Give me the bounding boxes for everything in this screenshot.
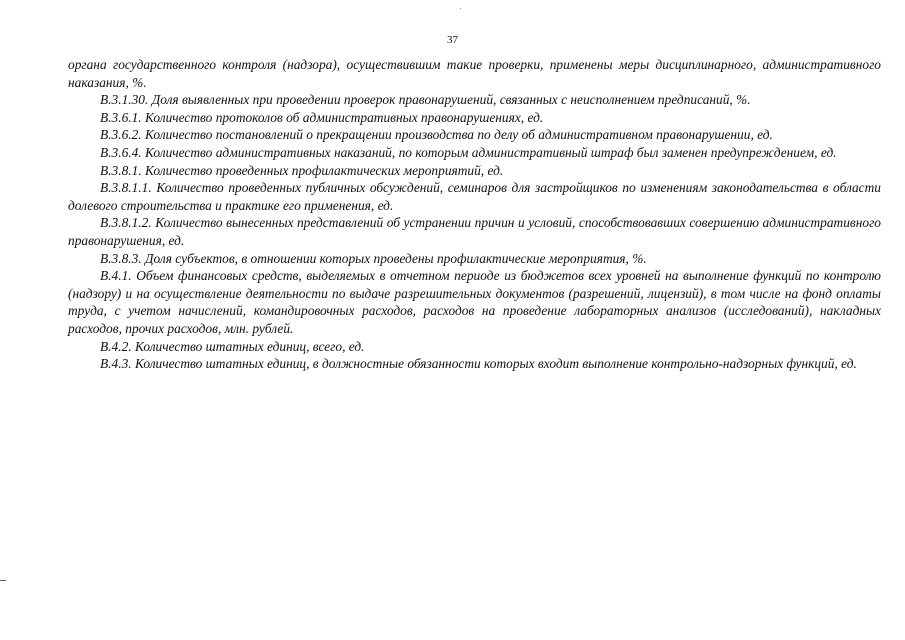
paragraph-b-3-1-30: В.3.1.30. Доля выявленных при проведении проверок правонарушений, связанных с неисполнением предписаний, %.: [100, 92, 751, 108]
paragraph-b-3-8-1: В.3.8.1. Количество проведенных профилактических мероприятий, ед.: [100, 162, 504, 178]
paragraph-b-3-8-1-1: В.3.8.1.1. Количество проведенных публичных обсуждений, семинаров для застройщиков по изменениям законодательства в области долевого строительства и практике его применения, ед.: [68, 180, 881, 213]
paragraph-b-4-1: В.4.1. Объем финансовых средств, выделяемых в отчетном периоде из бюджетов всех уровней на выполнение функций по контролю (надзору) и на осуществление деятельности по выдаче разрешительных документов (разрешений, лицензий), в том числе на фонд оплаты труда, с учетом начислений, командировочных расходов, расходов на проведение лабораторных анализов (исследований), накладных расходов, прочих расходов, млн. рублей.: [68, 268, 881, 336]
scan-edge-mark: [0, 580, 6, 581]
paragraph-b-4-3: В.4.3. Количество штатных единиц, в должностные обязанности которых входит выполнение контрольно-надзорных функций, ед.: [100, 356, 857, 372]
scan-speck: [460, 8, 461, 9]
paragraph-b-3-6-2: В.3.6.2. Количество постановлений о прекращении производства по делу об административном правонарушении, ед.: [100, 127, 773, 143]
paragraph-b-3-6-1: В.3.6.1. Количество протоколов об административных правонарушениях, ед.: [100, 109, 544, 125]
page-number: 37: [447, 34, 458, 46]
paragraph-continuation: органа государственного контроля (надзора), осуществившим такие проверки, применены меры дисциплинарного, административного наказания, %.: [68, 57, 881, 90]
document-body: [68, 56, 881, 373]
paragraph-b-3-8-3: В.3.8.3. Доля субъектов, в отношении которых проведены профилактические мероприятия, %.: [100, 250, 647, 266]
paragraph-b-4-2: В.4.2. Количество штатных единиц, всего, ед.: [100, 338, 365, 354]
paragraph-b-3-8-1-2: В.3.8.1.2. Количество вынесенных представлений об устранении причин и условий, способствовавших совершению административного правонарушения, ед.: [68, 215, 881, 248]
paragraph-b-3-6-4: В.3.6.4. Количество административных наказаний, по которым административный штраф был заменен предупреждением, ед.: [100, 144, 837, 160]
